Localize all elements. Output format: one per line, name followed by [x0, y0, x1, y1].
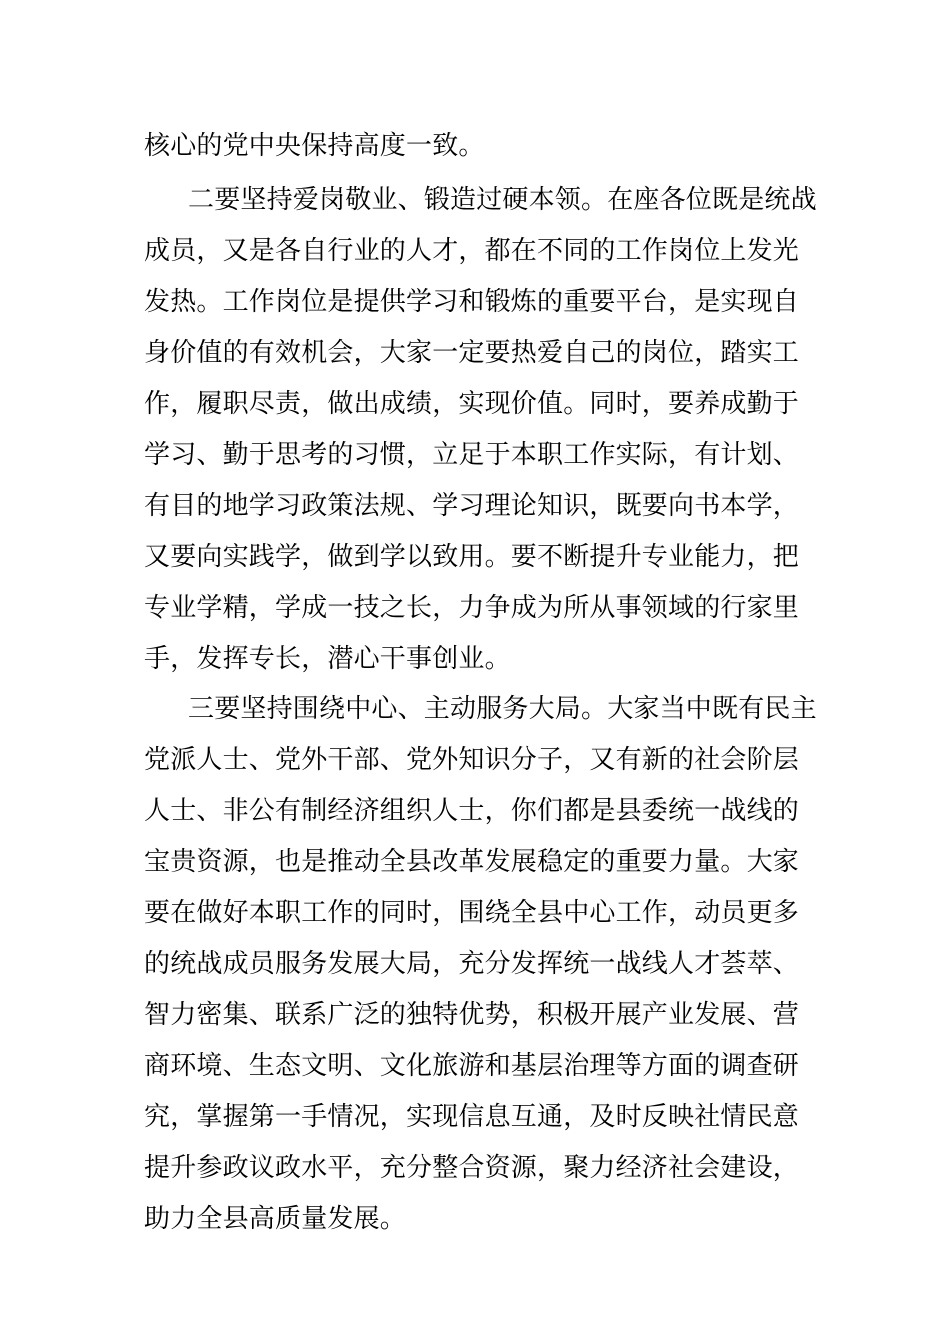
text-line: 助力全县高质量发展。 — [144, 1204, 407, 1234]
text-line: 有目的地学习政策法规、学习理论知识，既要向书本学， — [144, 491, 800, 521]
text-line: 又要向实践学，做到学以致用。要不断提升专业能力，把 — [144, 542, 800, 572]
text-line: 二要坚持爱岗敬业、锻造过硬本领。在座各位既是统战 — [188, 185, 817, 215]
text-line: 提升参政议政水平，充分整合资源，聚力经济社会建设， — [144, 1153, 800, 1183]
text-line: 究，掌握第一手情况，实现信息互通，及时反映社情民意 — [144, 1102, 800, 1132]
text-line: 要在做好本职工作的同时，围绕全县中心工作，动员更多 — [144, 898, 800, 928]
text-line: 学习、勤于思考的习惯，立足于本职工作实际，有计划、 — [144, 440, 800, 470]
text-line: 作，履职尽责，做出成绩，实现价值。同时，要养成勤于 — [144, 389, 800, 419]
text-line: 宝贵资源，也是推动全县改革发展稳定的重要力量。大家 — [144, 847, 800, 877]
text-line: 发热。工作岗位是提供学习和锻炼的重要平台，是实现自 — [144, 287, 800, 317]
text-line: 专业学精，学成一技之长，力争成为所从事领域的行家里 — [144, 593, 800, 623]
text-line: 商环境、生态文明、文化旅游和基层治理等方面的调查研 — [144, 1051, 800, 1081]
text-line: 的统战成员服务发展大局，充分发挥统一战线人才荟萃、 — [144, 949, 800, 979]
text-line: 核心的党中央保持高度一致。 — [144, 131, 485, 161]
text-line: 三要坚持围绕中心、主动服务大局。大家当中既有民主 — [188, 694, 817, 724]
text-line: 身价值的有效机会，大家一定要热爱自己的岗位，踏实工 — [144, 338, 800, 368]
text-line: 人士、非公有制经济组织人士，你们都是县委统一战线的 — [144, 796, 800, 826]
text-line: 成员，又是各自行业的人才，都在不同的工作岗位上发光 — [144, 236, 800, 266]
text-line: 智力密集、联系广泛的独特优势，积极开展产业发展、营 — [144, 1000, 800, 1030]
text-line: 党派人士、党外干部、党外知识分子，又有新的社会阶层 — [144, 745, 800, 775]
text-line: 手，发挥专长，潜心干事创业。 — [144, 644, 511, 674]
